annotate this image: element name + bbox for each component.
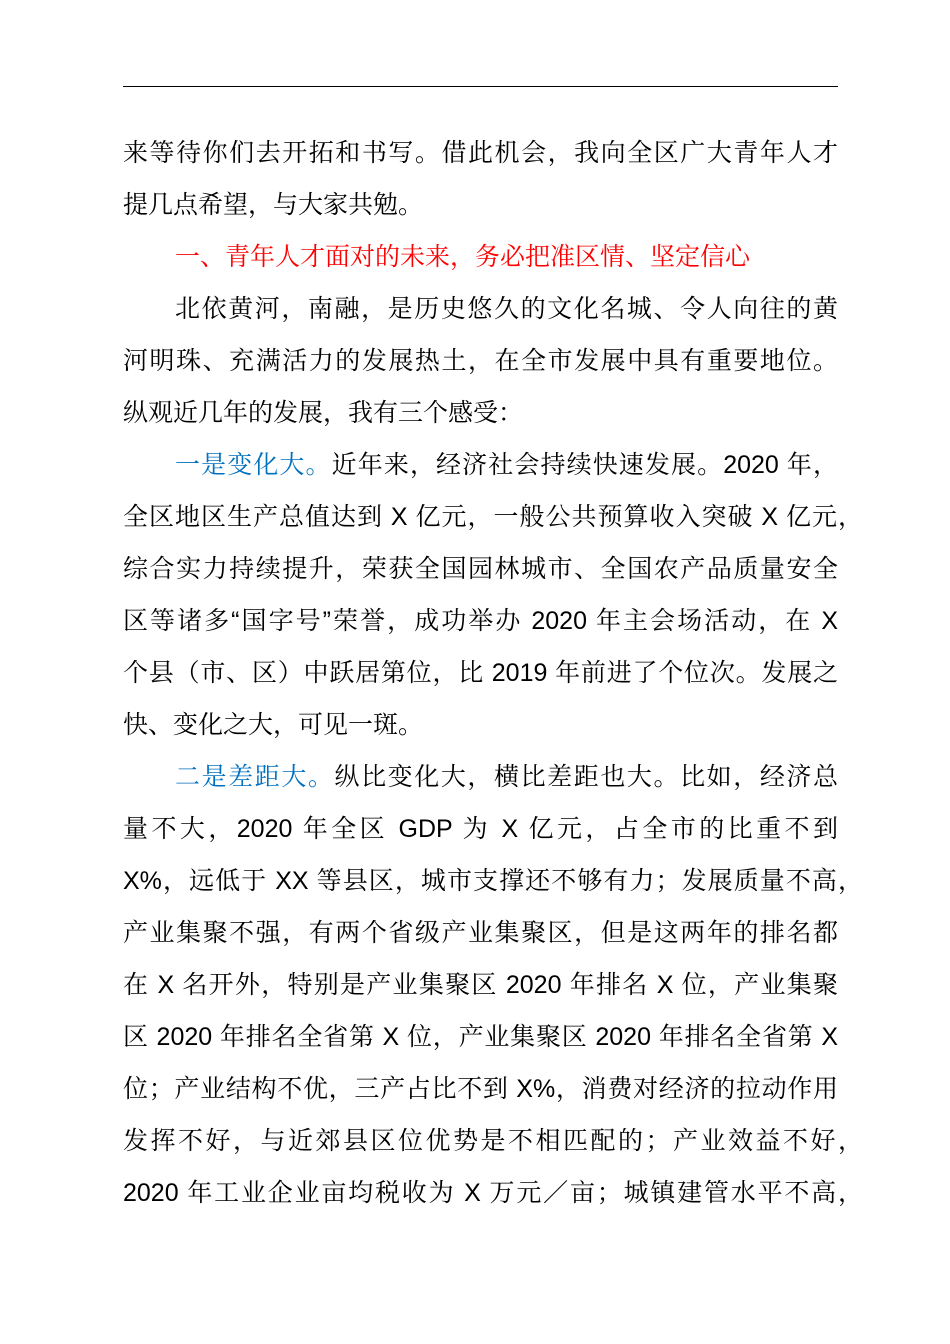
text-line: 位；产业结构不优，三产占比不到 X%，消费对经济的拉动作用 [123,1075,838,1103]
paragraph-point-1 [123,439,863,751]
text-line: 全区地区生产总值达到 X 亿元，一般公共预算收入突破 X 亿元， [123,503,863,531]
text-line [123,439,838,491]
text-line: 北依黄河，南融，是历史悠久的文化名城、令人向往的黄 [175,295,838,323]
point-lead: 一是变化大。 [175,451,332,479]
section-heading-block [123,231,863,283]
text-line: 在 X 名开外，特别是产业集聚区 2020 年排名 X 位，产业集聚 [123,971,838,999]
text-line: 纵观近几年的发展，我有三个感受： [123,399,524,427]
text-run: 纵比变化大，横比差距也大。比如，经济总 [334,763,838,791]
text-line: 个县（市、区）中跃居第位，比 2019 年前进了个位次。发展之 [123,659,838,687]
text-line: X%，远低于 XX 等县区，城市支撑还不够有力；发展质量不高， [123,867,863,895]
document-body [123,127,863,1219]
text-line: 提几点希望，与大家共勉。 [123,191,424,219]
text-line: 河明珠、充满活力的发展热土，在全市发展中具有重要地位。 [123,347,838,375]
paragraph-intro [123,283,863,439]
text-line: 来等待你们去开拓和书写。借此机会，我向全区广大青年人才 [123,139,838,167]
text-run: 近年来，经济社会持续快速发展。2020 年， [331,451,838,479]
text-line: 量不大，2020 年全区 GDP 为 X 亿元，占全市的比重不到 [123,815,838,843]
text-line: 综合实力持续提升，荣获全国园林城市、全国农产品质量安全 [123,555,838,583]
text-line: 2020 年工业企业亩均税收为 X 万元／亩；城镇建管水平不高， [123,1179,863,1207]
section-heading: 一、青年人才面对的未来，务必把准区情、坚定信心 [175,243,751,271]
point-lead: 二是差距大。 [175,763,335,791]
text-line [123,751,838,803]
header-rule [123,86,838,87]
text-line: 产业集聚不强，有两个省级产业集聚区，但是这两年的排名都 [123,919,838,947]
paragraph-point-2 [123,751,863,1219]
text-line: 发挥不好，与近郊县区位优势是不相匹配的；产业效益不好， [123,1127,863,1155]
paragraph-continued [123,127,863,231]
text-line: 区 2020 年排名全省第 X 位，产业集聚区 2020 年排名全省第 X [123,1023,838,1051]
text-line: 区等诸多“国字号”荣誉，成功举办 2020 年主会场活动，在 X [123,607,838,635]
text-line: 快、变化之大，可见一斑。 [123,711,424,739]
